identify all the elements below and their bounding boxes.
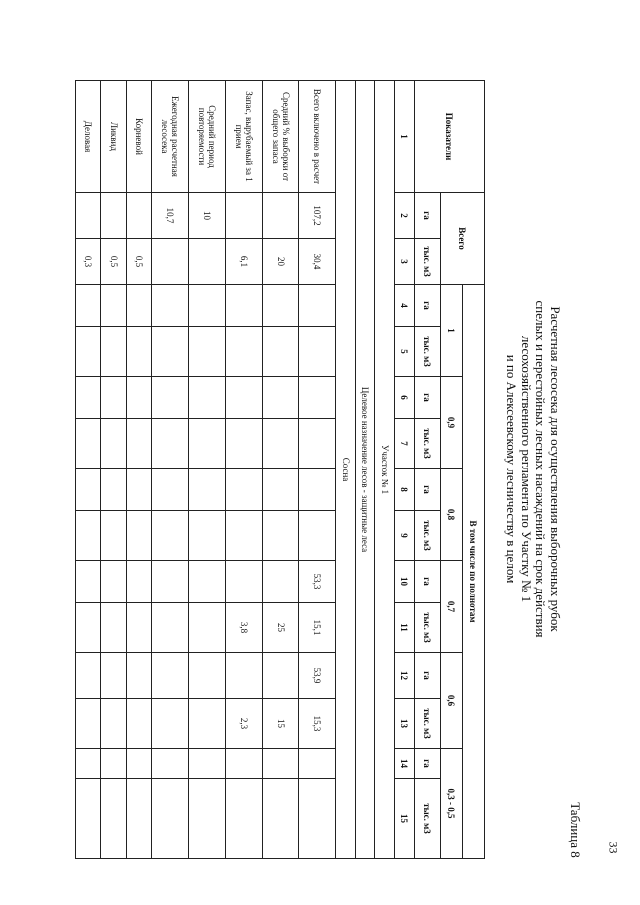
table-row	[299, 81, 336, 859]
table-row	[152, 81, 189, 859]
table-cell	[262, 285, 299, 327]
table-cell: 25	[262, 603, 299, 653]
table-cell	[152, 239, 189, 285]
table-cell	[126, 511, 151, 561]
table-cell	[299, 327, 336, 377]
table-cell: 10	[188, 193, 225, 239]
row-label: Средний % выборки от общего запаса	[262, 81, 299, 193]
table-cell	[188, 603, 225, 653]
table-cell	[188, 749, 225, 779]
header-unit-m3: тыс. м3	[415, 511, 441, 561]
table-cell	[262, 749, 299, 779]
table-cell: 15,3	[299, 699, 336, 749]
table-cell	[152, 419, 189, 469]
header-unit-m3: тыс. м3	[415, 779, 441, 859]
header-density-group: 0,9	[441, 377, 463, 469]
column-number: 14	[395, 749, 415, 779]
table-cell	[262, 377, 299, 419]
rotated-page-content	[72, 80, 562, 858]
table-cell	[152, 653, 189, 699]
table-cell	[188, 779, 225, 859]
table-cell	[101, 603, 126, 653]
table-cell	[262, 653, 299, 699]
table-cell	[126, 749, 151, 779]
header-unit-ha: га	[415, 193, 441, 239]
table-cell	[225, 327, 262, 377]
table-cell	[262, 561, 299, 603]
table-cell	[299, 749, 336, 779]
column-number: 12	[395, 653, 415, 699]
table-cell	[188, 699, 225, 749]
table-row	[225, 81, 262, 859]
section-row	[375, 81, 395, 859]
table-cell	[76, 469, 101, 511]
table-cell	[299, 285, 336, 327]
table-cell	[152, 699, 189, 749]
table-cell	[188, 419, 225, 469]
column-number: 3	[395, 239, 415, 285]
unit-row	[415, 81, 441, 859]
table-cell	[76, 511, 101, 561]
table-cell	[76, 603, 101, 653]
table-cell: 2,3	[225, 699, 262, 749]
table-cell	[262, 193, 299, 239]
column-number-row	[395, 81, 415, 859]
header-unit-ha: га	[415, 469, 441, 511]
table-cell	[225, 653, 262, 699]
table-cell	[225, 511, 262, 561]
column-number: 10	[395, 561, 415, 603]
title-line: и по Алексеевскому лесничеству в целом	[504, 354, 520, 584]
table-cell	[76, 285, 101, 327]
header-density-group: 0,8	[441, 469, 463, 561]
table-cell	[76, 377, 101, 419]
column-number: 7	[395, 419, 415, 469]
table-cell	[126, 469, 151, 511]
table-cell: 3,8	[225, 603, 262, 653]
header-unit-ha: га	[415, 377, 441, 419]
table-cell	[101, 511, 126, 561]
table-cell	[225, 749, 262, 779]
table-cell	[188, 285, 225, 327]
table-cell	[152, 749, 189, 779]
header-unit-m3: тыс. м3	[415, 699, 441, 749]
header-density-group: 0,6	[441, 653, 463, 749]
table-row	[262, 81, 299, 859]
table-cell: 10,7	[152, 193, 189, 239]
table-cell	[101, 285, 126, 327]
table-title	[488, 80, 562, 858]
table-body	[76, 81, 395, 859]
table-cell: 6,1	[225, 239, 262, 285]
section-label: Целевое назначение лесов - защитные леса	[355, 81, 375, 859]
table-cell	[126, 779, 151, 859]
table-cell	[188, 653, 225, 699]
section-row	[355, 81, 375, 859]
table-cell	[126, 327, 151, 377]
column-number: 9	[395, 511, 415, 561]
table-cell	[126, 653, 151, 699]
table-cell	[152, 327, 189, 377]
table-cell	[299, 469, 336, 511]
table-cell	[262, 419, 299, 469]
table-cell: 53,3	[299, 561, 336, 603]
page-number: 33	[606, 841, 621, 854]
column-number: 8	[395, 469, 415, 511]
table-cell	[152, 511, 189, 561]
row-label: Деловая	[76, 81, 101, 193]
table-cell	[188, 239, 225, 285]
table-cell	[76, 327, 101, 377]
header-unit-m3: тыс. м3	[415, 603, 441, 653]
header-unit-ha: га	[415, 561, 441, 603]
table-cell: 0,3	[76, 239, 101, 285]
table-row	[101, 81, 126, 859]
header-unit-ha: га	[415, 749, 441, 779]
table-cell: 107,2	[299, 193, 336, 239]
table-cell	[188, 561, 225, 603]
title-line: Расчетная лесосека для осуществления выборочных рубок	[548, 306, 563, 632]
table-cell	[152, 779, 189, 859]
header-density-group: 0,3 - 0,5	[441, 749, 463, 859]
header-total: Всего	[441, 193, 485, 285]
table-cell	[225, 419, 262, 469]
table-label: Таблица 8	[568, 802, 583, 858]
section-label: Участок № 1	[375, 81, 395, 859]
table-cell	[101, 419, 126, 469]
table-cell	[76, 561, 101, 603]
table-cell	[225, 285, 262, 327]
table-cell	[225, 779, 262, 859]
row-label: Запас, вырубаемый за 1 прием	[225, 81, 262, 193]
table-cell	[152, 285, 189, 327]
table-cell	[225, 561, 262, 603]
table-block	[72, 80, 562, 858]
header-unit-m3: тыс. м3	[415, 419, 441, 469]
table-cell	[262, 511, 299, 561]
header-indicator: Показатели	[415, 81, 485, 193]
table-cell	[76, 749, 101, 779]
header-unit-ha: га	[415, 285, 441, 327]
table-cell	[188, 327, 225, 377]
header-unit-m3: тыс. м3	[415, 327, 441, 377]
table-cell	[262, 779, 299, 859]
table-cell	[299, 511, 336, 561]
table-cell	[101, 653, 126, 699]
table-cell	[152, 469, 189, 511]
table-cell	[101, 469, 126, 511]
table-cell	[188, 511, 225, 561]
table-cell	[101, 377, 126, 419]
column-number: 1	[395, 81, 415, 193]
allowable-cut-table	[75, 80, 485, 859]
section-row	[336, 81, 356, 859]
table-cell	[262, 327, 299, 377]
table-cell: 53,9	[299, 653, 336, 699]
column-number: 15	[395, 779, 415, 859]
table-cell	[188, 377, 225, 419]
table-cell	[299, 377, 336, 419]
table-cell	[262, 469, 299, 511]
title-line: лесохозяйственного регламента по Участку № 1	[519, 335, 534, 603]
table-cell	[101, 561, 126, 603]
table-cell	[126, 285, 151, 327]
table-row	[126, 81, 151, 859]
table-cell	[188, 469, 225, 511]
table-cell	[126, 561, 151, 603]
table-cell	[225, 469, 262, 511]
title-line: спелых и перестойных лесных насаждений на срок действия	[533, 300, 549, 638]
table-cell	[126, 193, 151, 239]
table-cell	[126, 699, 151, 749]
row-label: Ежегодная расчетная лесосека	[152, 81, 189, 193]
table-cell	[152, 377, 189, 419]
header-by-density: В том числе по полнотам	[463, 285, 485, 859]
row-label: Всего включено в расчет	[299, 81, 336, 193]
column-number: 4	[395, 285, 415, 327]
column-number: 5	[395, 327, 415, 377]
table-cell	[76, 779, 101, 859]
table-cell	[299, 779, 336, 859]
header-unit-m3: тыс. м3	[415, 239, 441, 285]
table-cell: 0,5	[101, 239, 126, 285]
table-row	[188, 81, 225, 859]
table-cell	[101, 193, 126, 239]
table-cell	[126, 419, 151, 469]
table-cell	[152, 603, 189, 653]
table-cell	[126, 603, 151, 653]
header-density-group: 0,7	[441, 561, 463, 653]
row-label: Средний период повторяемости	[188, 81, 225, 193]
table-row	[76, 81, 101, 859]
table-cell	[225, 377, 262, 419]
table-cell	[101, 749, 126, 779]
column-number: 13	[395, 699, 415, 749]
table-cell	[225, 193, 262, 239]
table-cell	[101, 327, 126, 377]
row-label: Корневой	[126, 81, 151, 193]
table-cell: 30,4	[299, 239, 336, 285]
table-cell	[76, 699, 101, 749]
table-cell: 0,5	[126, 239, 151, 285]
header-unit-ha: га	[415, 653, 441, 699]
table-cell	[152, 561, 189, 603]
table-cell	[126, 377, 151, 419]
table-cell	[101, 779, 126, 859]
table-cell	[299, 419, 336, 469]
table-cell: 15,1	[299, 603, 336, 653]
column-number: 2	[395, 193, 415, 239]
column-number: 11	[395, 603, 415, 653]
table-cell	[76, 193, 101, 239]
table-cell: 15	[262, 699, 299, 749]
row-label: Ликвид	[101, 81, 126, 193]
section-label: Сосна	[336, 81, 356, 859]
table-cell: 20	[262, 239, 299, 285]
column-number: 6	[395, 377, 415, 419]
table-cell	[101, 699, 126, 749]
table-cell	[76, 653, 101, 699]
header-density-group: 1	[441, 285, 463, 377]
table-cell	[76, 419, 101, 469]
